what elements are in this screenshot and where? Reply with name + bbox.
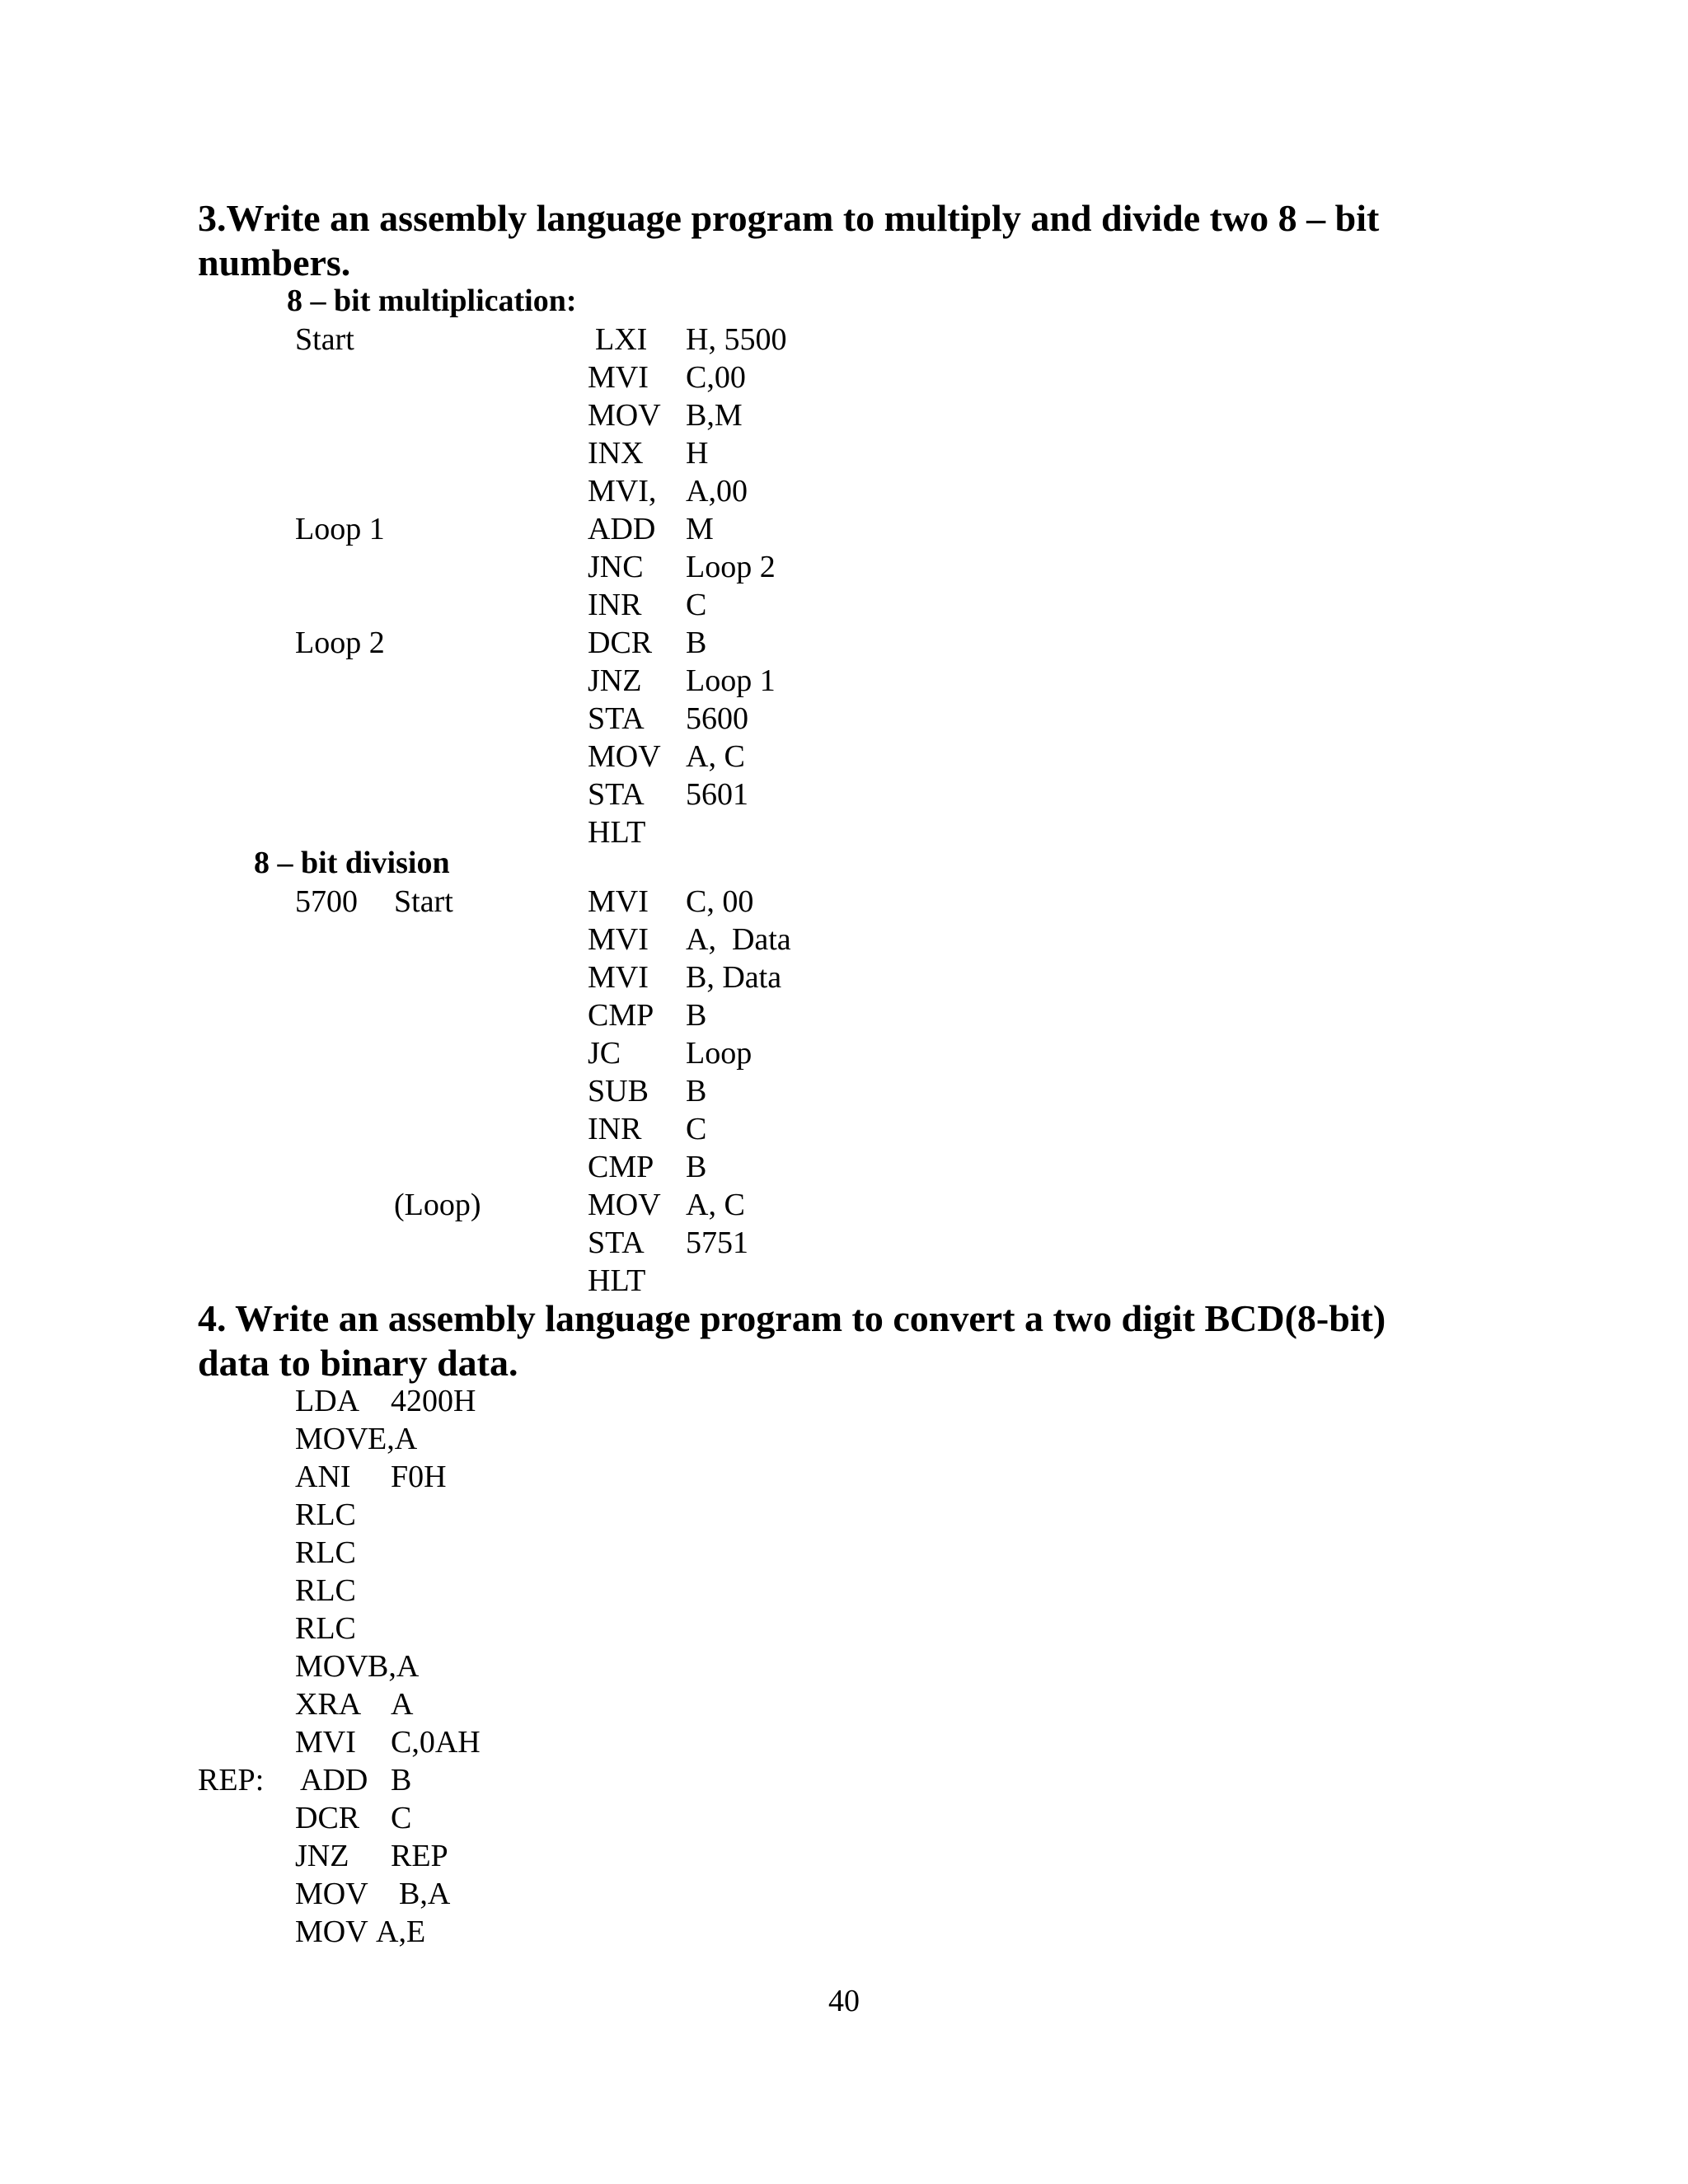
code-instruction: MVI, [588, 474, 657, 509]
code-instruction: MVI [588, 960, 649, 995]
code-instruction: LDA [295, 1384, 360, 1418]
code-operand: REP [391, 1839, 448, 1873]
code-instruction: RLC [295, 1573, 356, 1608]
code-instruction: MOV [295, 1649, 368, 1684]
code-operand: A, C [686, 739, 745, 774]
code-operand: B [391, 1763, 412, 1797]
code-operand: C,00 [686, 360, 746, 395]
code-instruction: MVI [295, 1725, 356, 1760]
code-operand: 4200H [391, 1384, 476, 1418]
code-operand: M [686, 512, 714, 546]
code-instruction: MOV [588, 398, 661, 433]
code-operand: A,E [376, 1915, 426, 1949]
code-label: REP: [198, 1763, 265, 1797]
code-operand: F0H [391, 1460, 447, 1494]
code-operand: 5751 [686, 1226, 748, 1260]
q4-heading-line1: 4. Write an assembly language program to convert a two digit BCD(8-bit) [198, 1297, 1386, 1339]
code-operand: B, Data [686, 960, 782, 995]
code-operand: H [686, 436, 709, 471]
code-operand: A, Data [686, 922, 791, 957]
code-instruction: MVI [588, 884, 649, 919]
code-operand: B [686, 998, 707, 1033]
code-instruction: RLC [295, 1611, 356, 1646]
code-instruction: RLC [295, 1535, 356, 1570]
code-operand: C, 00 [686, 884, 754, 919]
code-operand: Loop 1 [686, 663, 776, 698]
code-operand: B,A [368, 1649, 420, 1684]
code-instruction: MOV [588, 1188, 661, 1222]
code-instruction: HLT [588, 1263, 646, 1298]
code-instruction: INR [588, 588, 642, 622]
code-instruction: MOV [588, 739, 661, 774]
code-label: (Loop) [394, 1188, 481, 1222]
div-title: 8 – bit division [254, 846, 450, 880]
code-operand: A, C [686, 1188, 745, 1222]
code-operand: 5601 [686, 777, 748, 812]
q3-heading-line2: numbers. [198, 241, 351, 284]
code-operand: E,A [368, 1422, 418, 1456]
mult-title: 8 – bit multiplication: [287, 284, 577, 318]
code-instruction: MVI [588, 922, 649, 957]
page-number: 40 [828, 1984, 860, 2018]
code-instruction: MVI [588, 360, 649, 395]
code-instruction: ADD [300, 1763, 368, 1797]
code-instruction: DCR [588, 626, 653, 660]
code-instruction: CMP [588, 998, 654, 1033]
code-operand: B [686, 1150, 707, 1184]
code-operand: C,0AH [391, 1725, 481, 1760]
code-instruction: JC [588, 1036, 621, 1071]
q4-heading-line2: data to binary data. [198, 1342, 518, 1384]
code-operand: B,M [686, 398, 743, 433]
code-instruction: XRA [295, 1687, 362, 1722]
code-instruction: JNZ [588, 663, 642, 698]
code-instruction: SUB [588, 1074, 649, 1108]
code-instruction: MOV [295, 1422, 368, 1456]
code-operand: A [391, 1687, 414, 1722]
q3-heading-line1: 3.Write an assembly language program to multiply and divide two 8 – bit [198, 197, 1380, 239]
code-instruction: JNZ [295, 1839, 349, 1873]
code-operand: Loop 2 [686, 550, 776, 584]
code-instruction: JNC [588, 550, 644, 584]
code-operand: C [686, 1112, 707, 1146]
code-instruction: INX [588, 436, 644, 471]
code-instruction: DCR [295, 1801, 360, 1835]
code-instruction: RLC [295, 1497, 356, 1532]
code-instruction: MOV [295, 1915, 368, 1949]
code-label: Start [394, 884, 453, 919]
code-address: 5700 [295, 884, 358, 919]
code-label: Loop 1 [295, 512, 385, 546]
code-operand: Loop [686, 1036, 753, 1071]
code-instruction: ADD [588, 512, 656, 546]
code-operand: A,00 [686, 474, 748, 509]
code-label: Loop 2 [295, 626, 385, 660]
code-instruction: HLT [588, 815, 646, 850]
code-instruction: MOV [295, 1877, 368, 1911]
code-operand: B [686, 1074, 707, 1108]
code-instruction: STA [588, 701, 645, 736]
code-operand: C [391, 1801, 412, 1835]
code-label: Start [295, 322, 354, 357]
code-instruction: STA [588, 777, 645, 812]
code-instruction: STA [588, 1226, 645, 1260]
code-instruction: LXI [595, 322, 648, 357]
code-instruction: ANI [295, 1460, 351, 1494]
code-operand: B [686, 626, 707, 660]
code-operand: H, 5500 [686, 322, 787, 357]
code-instruction: CMP [588, 1150, 654, 1184]
code-operand: C [686, 588, 707, 622]
code-operand: B,A [399, 1877, 451, 1911]
code-operand: 5600 [686, 701, 748, 736]
code-instruction: INR [588, 1112, 642, 1146]
